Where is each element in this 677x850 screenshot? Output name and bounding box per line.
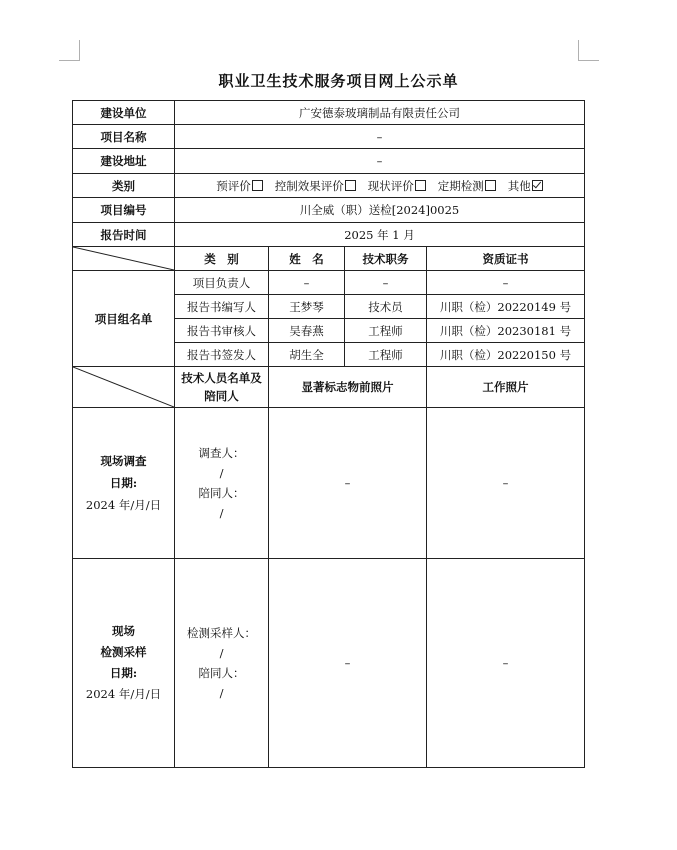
team-header-category: 类 别 [175,247,269,271]
member-cert: 川职（检）20230181 号 [427,319,585,343]
member-name: – [269,271,345,295]
row-construction-unit [73,101,585,125]
companion-value: / [219,686,224,700]
report-time-label: 报告时间 [73,223,175,247]
site-sampling-staff [175,559,269,768]
page-corner-mark-left [59,40,80,61]
site-survey-date-label: 日期: [109,476,138,490]
category-option-label: 定期检测 [437,178,484,193]
member-role: 报告书签发人 [175,343,269,367]
page-corner-mark-right [578,40,599,61]
team-member-row [73,271,585,295]
landmark-photo-header: 显著标志物前照片 [269,367,427,408]
construction-unit-value: 广安德泰玻璃制品有限责任公司 [175,101,585,125]
member-title: 工程师 [345,343,427,367]
category-option [368,179,426,193]
diagonal-line [73,247,174,270]
member-role: 项目负责人 [175,271,269,295]
site-sampling-landmark-photo: – [269,559,427,768]
team-header-row [73,247,585,271]
category-options [175,174,585,198]
site-survey-landmark-photo: – [269,408,427,559]
staff-header: 技术人员名单及陪同人 [175,367,269,408]
category-option [275,179,356,193]
member-name: 胡生全 [269,343,345,367]
row-project-name [73,125,585,149]
report-time-value: 2025 年 1 月 [175,223,585,247]
member-role: 报告书编写人 [175,295,269,319]
team-header-cert: 资质证书 [427,247,585,271]
team-header-title: 技术职务 [345,247,427,271]
unchecked-box-icon[interactable] [252,180,263,191]
companion-value: / [219,506,224,520]
checked-box-icon[interactable] [532,180,543,191]
project-number-label: 项目编号 [73,198,175,223]
member-title: 工程师 [345,319,427,343]
project-number-value: 川全威（职）送检[2024]0025 [175,198,585,223]
site-sampling-date-label: 日期: [109,666,138,680]
row-report-time [73,223,585,247]
site-survey-date: 2024 年/月/日 [85,498,162,512]
construction-address-label: 建设地址 [73,149,175,174]
unchecked-box-icon[interactable] [485,180,496,191]
row-project-number [73,198,585,223]
site-sampling-row [73,559,585,768]
team-list-label: 项目组名单 [73,271,175,367]
site-sampling-work-photo: – [427,559,585,768]
work-photo-header: 工作照片 [427,367,585,408]
notice-form-table [72,100,585,768]
category-option [216,179,263,193]
category-option [438,179,496,193]
page-title: 职业卫生技术服务项目网上公示单 [218,72,459,90]
unchecked-box-icon[interactable] [345,180,356,191]
category-option-label: 现状评价 [367,178,414,193]
row-category [73,174,585,198]
sampler-label: 检测采样人： [187,626,256,640]
surveyor-value: / [219,466,224,480]
project-name-value: – [175,125,585,149]
diagonal-line [73,367,174,407]
member-cert: – [427,271,585,295]
row-construction-address [73,149,585,174]
member-title: 技术员 [345,295,427,319]
surveyor-label: 调查人： [198,446,245,460]
companion-label: 陪同人： [198,486,245,500]
diagonal-cell [73,367,175,408]
site-sampling-date: 2024 年/月/日 [85,687,162,701]
site-survey-staff [175,408,269,559]
category-label: 类别 [73,174,175,198]
project-name-label: 项目名称 [73,125,175,149]
site-survey-work-photo: – [427,408,585,559]
member-name: 王梦琴 [269,295,345,319]
construction-unit-label: 建设单位 [73,101,175,125]
member-cert: 川职（检）20220149 号 [427,295,585,319]
member-role: 报告书审核人 [175,319,269,343]
category-option-label: 其他 [507,178,531,193]
team-header-name: 姓 名 [269,247,345,271]
unchecked-box-icon[interactable] [415,180,426,191]
category-option-label: 预评价 [216,178,251,193]
category-option [508,179,543,193]
member-cert: 川职（检）20220150 号 [427,343,585,367]
companion-label: 陪同人： [198,666,245,680]
construction-address-value: – [175,149,585,174]
site-survey-row [73,408,585,559]
category-option-label: 控制效果评价 [274,178,344,193]
member-name: 吴春燕 [269,319,345,343]
site-sampling-label [73,559,175,768]
site-sampling-title: 现场 [112,624,135,638]
site-sampling-subtitle: 检测采样 [100,645,147,659]
site-survey-label [73,408,175,559]
diagonal-cell [73,247,175,271]
site-survey-title: 现场调查 [100,454,147,468]
member-title: – [345,271,427,295]
photo-header-row [73,367,585,408]
sampler-value: / [219,646,224,660]
